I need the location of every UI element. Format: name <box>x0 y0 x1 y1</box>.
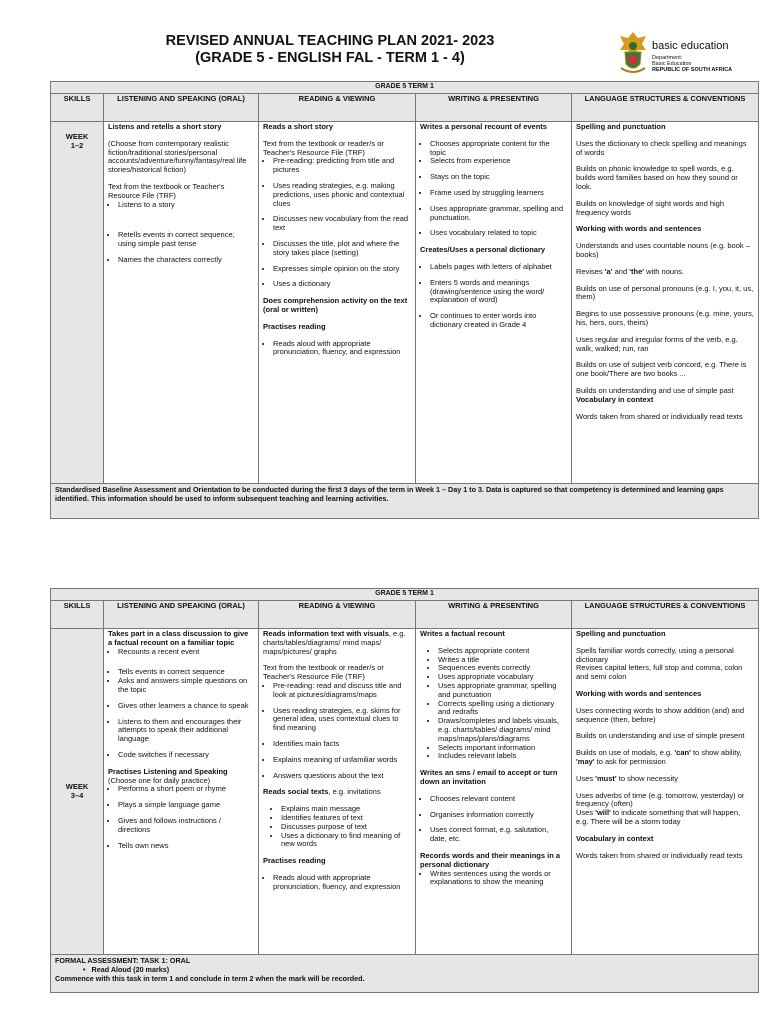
term-heading: GRADE 5 TERM 1 <box>51 589 759 601</box>
list-item: • Uses appropriate vocabulary <box>438 673 567 682</box>
cell-heading: Writes an sms / email to accept or turn down an invitation <box>420 768 558 786</box>
cell-text <box>576 775 754 784</box>
cell-heading: Practises reading <box>263 321 326 331</box>
term-heading: GRADE 5 TERM 1 <box>51 82 759 94</box>
cell-heading: Vocabulary in context <box>576 394 654 404</box>
col-skills: SKILLS <box>51 601 104 629</box>
cell-heading <box>263 788 411 797</box>
col-skills: SKILLS <box>51 94 104 122</box>
col-writing-presenting: WRITING & PRESENTING <box>416 601 572 629</box>
cell-writing-presenting <box>416 629 572 955</box>
text-part: , e.g. charts/tables/diagrams/ mind maps/ maps/pictures/ graphs <box>263 629 406 656</box>
department-logo <box>616 30 766 82</box>
cell-heading: Writes a personal recount of events <box>420 122 547 131</box>
cell-listening-speaking <box>104 629 259 955</box>
list-item: • Stays on the topic <box>430 173 567 182</box>
cell-text: Builds on use of personal pronouns (e.g. I, you, it, us, them) <box>576 283 754 302</box>
cell-heading: Working with words and sentences <box>576 688 702 698</box>
list-item: • Uses reading strategies, e.g. making predictions, uses phonic and contextual clues <box>273 182 411 208</box>
list-item: • Discusses new vocabulary from the read text <box>273 215 411 233</box>
cell-text: Uses regular and irregular forms of the verb, e.g. walk, walked; run, ran <box>576 334 738 353</box>
term1-footer-note: Standardised Baseline Assessment and Orientation to be conducted during the first 3 days of the term in Week 1 – Day 1 to 3. Data is captured so that competency is determined and learning gaps identified. This information should be used to inform subsequent teaching and learning activities. <box>51 484 759 519</box>
list-item: • Selects appropriate content <box>438 647 567 656</box>
list-item: • Reads aloud with appropriate pronunciation, fluency, and expression <box>273 340 411 358</box>
list-item: • Labels pages with letters of alphabet <box>430 263 567 272</box>
cell-heading: Practises Listening and Speaking <box>108 766 228 776</box>
text-part: 'may' <box>576 756 595 766</box>
cell-listening-speaking <box>104 122 259 484</box>
col-language-structures: LANGUAGE STRUCTURES & CONVENTIONS <box>572 601 759 629</box>
logo-line-1: Department: <box>652 55 683 61</box>
list-item: • Chooses relevant content <box>430 795 567 804</box>
term1-table-weeks-3-4 <box>50 588 759 993</box>
logo-title: basic education <box>652 40 729 52</box>
col-reading-viewing: READING & VIEWING <box>259 601 416 629</box>
list-item: • Names the characters correctly <box>118 256 254 265</box>
text-part: to indicate something that will happen, e.g. There will be a storm today <box>576 808 741 826</box>
list-item: • Explains main message <box>281 805 411 814</box>
list-item: • Reads aloud with appropriate pronunciation, fluency, and expression <box>273 874 411 892</box>
term1-assessment-note <box>51 955 759 993</box>
cell-writing-presenting <box>416 122 572 484</box>
list-item: • Answers questions about the text <box>273 772 411 781</box>
list-item: • Uses vocabulary related to topic <box>430 229 567 238</box>
col-language-structures: LANGUAGE STRUCTURES & CONVENTIONS <box>572 94 759 122</box>
list-item: • Tells own news <box>118 842 254 851</box>
col-writing-presenting: WRITING & PRESENTING <box>416 94 572 122</box>
text-part: , e.g. invitations <box>328 787 381 797</box>
list-item: • Writes sentences using the words or explanations to show the meaning <box>430 870 567 888</box>
list-item: • Includes relevant labels <box>438 752 567 761</box>
list-item: • Gives and follows instructions / directions <box>118 817 254 835</box>
list-item: • Retells events in correct sequence, using simple past tense <box>118 231 254 249</box>
assessment-title: FORMAL ASSESSMENT: TASK 1: ORAL <box>55 956 191 965</box>
assessment-item: • Read Aloud (20 marks) <box>83 965 170 974</box>
text-part: Reads social texts <box>263 787 329 797</box>
cell-text: Words taken from shared or individually read texts <box>576 850 743 860</box>
list-item: • Plays a simple language game <box>118 801 254 810</box>
list-item: • Expresses simple opinion on the story <box>273 265 411 274</box>
list-item: • Draws/completes and labels visuals, e.g. charts/tables/ diagrams/ mind maps/maps/plans/diagrams <box>438 717 567 743</box>
list-item: • Corrects spelling using a dictionary and redrafts <box>438 700 567 718</box>
cell-text: Revises capital letters, full stop and comma, colon and semi colon <box>576 663 743 682</box>
text-part: Read Aloud (20 marks) <box>91 965 170 974</box>
text-part: 'must' <box>595 773 617 783</box>
cell-text: Builds on understanding and use of simple present <box>576 731 745 741</box>
list-item: • Chooses appropriate content for the topic <box>430 140 567 158</box>
cell-text: Text from the textbook or reader/s or Teacher's Resource File (TRF) <box>263 663 384 682</box>
col-reading-viewing: READING & VIEWING <box>259 94 416 122</box>
list-item: • Sequences events correctly <box>438 664 567 673</box>
text-part: 'can' <box>674 748 691 758</box>
cell-text: Understands and uses countable nouns (e.g. book – books) <box>576 241 750 259</box>
cell-text <box>576 268 754 277</box>
text-part: Uses <box>576 808 596 818</box>
cell-reading-viewing <box>259 629 416 955</box>
text-part: 'the' <box>629 266 645 276</box>
cell-heading: Spelling and punctuation <box>576 122 666 131</box>
text-part: Reads information text with visuals <box>263 629 389 638</box>
list-item: • Enters 5 words and meanings (drawing/sentence using the word/ explanation of word) <box>430 279 567 305</box>
list-item: • Uses correct format, e.g. salutation, date, etc. <box>430 826 567 844</box>
list-item: • Gives other learners a chance to speak <box>118 702 254 711</box>
cell-text: Text from the textbook or Teacher's Resource File (TRF) <box>108 181 225 200</box>
cell-text: Builds on phonic knowledge to spell words, e.g. builds word families based on how they sound or look. <box>576 164 738 191</box>
list-item: • Selects from experience <box>430 157 567 166</box>
week-label: WEEK 1–2 <box>51 122 104 484</box>
text-part: to show ability, <box>690 748 742 758</box>
list-item: • Frame used by struggling learners <box>430 189 567 198</box>
list-item: • Identifies features of text <box>281 814 411 823</box>
list-item: • Discusses the title, plot and where the story takes place (setting) <box>273 240 411 258</box>
cell-text: Builds on understanding and use of simple past <box>576 385 734 395</box>
list-item: • Performs a short poem or rhyme <box>118 785 254 794</box>
title-line-2: (GRADE 5 - ENGLISH FAL - TERM 1 - 4) <box>195 50 465 66</box>
list-item: • Discusses purpose of text <box>281 823 411 832</box>
cell-heading: Creates/Uses a personal dictionary <box>420 245 546 255</box>
cell-heading: Working with words and sentences <box>576 224 702 234</box>
list-item: • Asks and answers simple questions on the topic <box>118 677 254 695</box>
cell-reading-viewing <box>259 122 416 484</box>
list-item: • Listens to a story <box>118 201 254 210</box>
list-item: • Uses a dictionary to find meaning of new words <box>281 832 411 850</box>
assessment-instruction: Commence with this task in term 1 and conclude in term 2 when the mark will be recorded. <box>55 974 365 983</box>
cell-heading: Spelling and punctuation <box>576 629 666 638</box>
cell-text: Uses the dictionary to check spelling and meanings of words <box>576 138 747 157</box>
list-item: • Organises information correctly <box>430 811 567 820</box>
cell-text <box>576 749 754 767</box>
cell-text <box>576 809 754 827</box>
list-item: • Writes a title <box>438 656 567 665</box>
cell-language-structures <box>572 122 759 484</box>
list-item: • Listens to them and encourages their attempts to speak their additional language <box>118 718 254 744</box>
cell-text: Text from the textbook or reader/s or Teacher's Resource File (TRF) <box>263 138 384 157</box>
list-item: • Selects important information <box>438 744 567 753</box>
text-part: to ask for permission <box>594 756 666 766</box>
logo-line-2: Basic Education <box>652 61 692 67</box>
text-part: 'a' <box>604 266 613 276</box>
text-part: Uses <box>576 773 596 783</box>
list-item: • Uses a dictionary <box>273 280 411 289</box>
title-line-1: REVISED ANNUAL TEACHING PLAN 2021- 2023 <box>165 33 495 49</box>
cell-heading: Records words and their meanings in a personal dictionary <box>420 850 561 869</box>
cell-heading: Listens and retells a short story <box>108 122 222 131</box>
page-title <box>120 33 540 67</box>
text-part: with nouns. <box>644 266 685 276</box>
cell-text: (Choose from contemporary realistic fiction/traditional stories/personal accounts/adventure/funny/fantasy/real life stories/historical fiction) <box>108 138 247 175</box>
cell-heading: Vocabulary in context <box>576 833 654 843</box>
text-part: and <box>612 266 630 276</box>
list-item: • Code switches if necessary <box>118 751 254 760</box>
list-item: • Pre-reading: read and discuss title and look at pictures/diagrams/maps <box>273 682 411 700</box>
cell-language-structures <box>572 629 759 955</box>
list-item: • Pre-reading: predicting from title and pictures <box>273 157 411 175</box>
list-item: • Uses appropriate grammar, spelling and punctuation. <box>430 205 567 223</box>
cell-heading: Practises reading <box>263 856 326 866</box>
logo-line-3: REPUBLIC OF SOUTH AFRICA <box>652 67 733 73</box>
cell-heading: Takes part in a class discussion to give a factual recount on a familiar topic <box>108 629 249 647</box>
week-label: WEEK 3–4 <box>51 629 104 955</box>
coat-of-arms-icon <box>616 30 650 78</box>
cell-text: Words taken from shared or individually read texts <box>576 411 743 421</box>
text-part: to show necessity <box>616 773 678 783</box>
list-item: • Uses appropriate grammar, spelling and punctuation <box>438 682 567 700</box>
list-item: • Explains meaning of unfamiliar words <box>273 756 411 765</box>
cell-heading <box>263 630 411 656</box>
cell-text: Uses connecting words to show addition (and) and sequence (then, before) <box>576 705 745 724</box>
cell-heading: Writes a factual recount <box>420 629 505 638</box>
cell-text: Spells familiar words correctly, using a personal dictionary <box>576 645 734 664</box>
list-item: • Recounts a recent event <box>118 648 254 657</box>
list-item: • Tells events in correct sequence <box>118 668 254 677</box>
cell-text: (Choose one for daily practice) <box>108 775 211 785</box>
col-listening-speaking: LISTENING AND SPEAKING (ORAL) <box>104 601 259 629</box>
cell-text: Builds on use of subject verb concord, e.g. There is one book/There are two books ... <box>576 360 747 379</box>
col-listening-speaking: LISTENING AND SPEAKING (ORAL) <box>104 94 259 122</box>
text-part: Builds on use of modals, e.g. <box>576 748 675 758</box>
text-part: 'will' <box>595 808 611 818</box>
list-item: • Or continues to enter words into dictionary created in Grade 4 <box>430 312 567 330</box>
text-part: Revises <box>576 266 605 276</box>
cell-text: Begins to use possessive pronouns (e.g. mine, yours, his, hers, ours, theirs) <box>576 309 755 327</box>
list-item: • Uses reading strategies, e.g. skims for general idea, uses contextual clues to find meaning <box>273 707 411 733</box>
cell-heading: Reads a short story <box>263 122 334 131</box>
list-item: • Identifies main facts <box>273 740 411 749</box>
cell-text: Builds on knowledge of sight words and high frequency words <box>576 198 725 217</box>
term1-table-weeks-1-2 <box>50 81 759 519</box>
cell-heading: Does comprehension activity on the text (oral or written) <box>263 296 408 314</box>
cell-text: Uses adverbs of time (e.g. tomorrow, yesterday) or frequency (often) <box>576 790 745 809</box>
